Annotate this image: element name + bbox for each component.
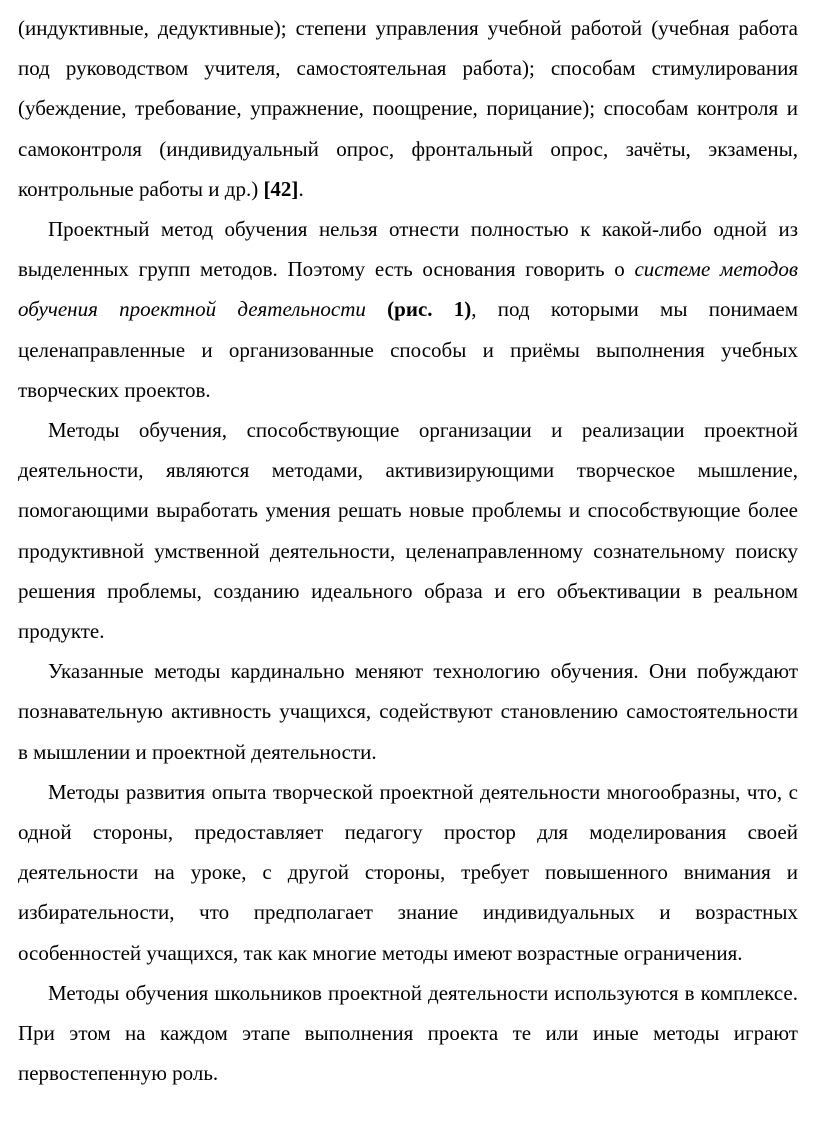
paragraph-3: Методы обучения, способствующие организации и реализации проектной деятельности, являются методами, активизирующими творческое мышление, помогающими выработать умения решать новые проблемы и способствующие более продуктивной умственной деятельности, целенаправленному сознательному поиску решения проблемы, созданию идеального образа и его объективации в реальном продукте.: [18, 418, 798, 644]
paragraph-6: Методы обучения школьников проектной деятельности используются в комплексе. При этом на каждом этапе выполнения проекта те или иные методы играют первостепенную роль.: [18, 980, 798, 1086]
paragraph-2-text-end: , под которыми мы понимаем целенаправленные и организованные способы и приёмы выполнения учебных творческих проектов.: [18, 297, 799, 402]
paragraph-4: Указанные методы кардинально меняют технологию обучения. Они побуждают познавательную активность учащихся, содействуют становлению самостоятельности в мышлении и проектной деятельности.: [18, 659, 798, 764]
paragraph-1-end: .: [298, 176, 304, 201]
paragraph-5: Методы развития опыта творческой проектной деятельности многообразны, что, с одной стороны, предоставляет педагогу простор для моделирования своей деятельности на уроке, с другой стороны, требует повышенного внимания и избирательности, что предполагает знание индивидуальных и возрастных особенностей учащихся, так как многие методы имеют возрастные ограничения.: [18, 779, 798, 965]
paragraph-2: [18, 209, 798, 410]
paragraph-1-text: (индуктивные, дедуктивные); степени управления учебной работой (учебная работа под руководством учителя, самостоятельная работа); способам стимулирования (убеждение, требование, упражнение, поощрение, порицание); способам контроля и самоконтроля (индивидуальный опрос, фронтальный опрос, зачёты, экзамены, контрольные работы и др.): [18, 16, 798, 201]
paragraph-1: [18, 8, 798, 209]
reference-42: [42]: [263, 176, 299, 201]
paragraph-2-space: [366, 297, 387, 321]
document-page: [18, 8, 798, 1093]
figure-reference: (рис. 1): [387, 297, 472, 322]
italic-term: системе методов обучения проектной деятельности: [18, 257, 798, 322]
paragraph-2-text-start: Проектный метод обучения нельзя отнести полностью к какой-либо одной из выделенных групп методов. Поэтому есть основания говорить о: [18, 217, 798, 282]
